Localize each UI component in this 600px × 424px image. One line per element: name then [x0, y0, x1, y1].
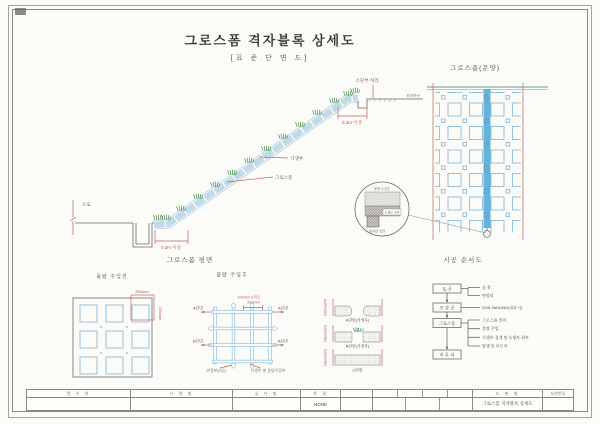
page-subtitle: [표 준 단 면 도]	[230, 55, 310, 62]
sequence-title: 시공 순서도	[443, 257, 483, 264]
road-edge-line	[70, 200, 76, 235]
work-header: 공 사 명	[233, 390, 300, 398]
flow-item-vegetation: 식생부 절개 및 녹생토 취부	[482, 334, 529, 340]
titleblock-blank	[341, 390, 373, 410]
vegetation-tufts	[154, 88, 361, 221]
titleblock-signatures	[373, 390, 473, 410]
signature-cells	[373, 398, 472, 410]
titleblock-project	[131, 390, 233, 410]
flow-item-install: 그로스폼 설치	[482, 317, 507, 323]
berm-dimension	[338, 107, 367, 119]
berm-note: 소단부 처리	[355, 78, 379, 83]
titleblock-work	[233, 390, 301, 410]
titleblock-client	[27, 390, 131, 410]
plan-after-title: 몰탈 주입후	[216, 272, 248, 279]
connector-note: 연결부(2곳)	[206, 369, 226, 373]
cell-dimension-box	[131, 295, 154, 320]
cell-dim-height: 250mm	[158, 307, 163, 321]
section-c-dim: 100mm±5%	[323, 349, 328, 366]
blank-value	[341, 398, 372, 410]
flow-item-mortar: 몰탈 주입	[482, 326, 499, 332]
plan-after-drawing	[188, 268, 298, 388]
plan-view-label: 그로스폼 평면	[166, 257, 214, 264]
flow-box-finish: 마 무 리	[439, 352, 455, 358]
flow-box-reinforce: 보 강 공	[439, 305, 455, 311]
corner-mark	[15, 8, 26, 15]
drawing-name-header: 도 면 명	[473, 390, 542, 398]
arrow-label-mr: B단면	[278, 339, 288, 344]
ditch	[133, 223, 152, 247]
flow-item-curing: 양생 및 마무리	[482, 343, 508, 349]
titleblock-drawing-no	[543, 390, 573, 410]
grossform-label: 그로스폼	[275, 175, 293, 180]
blank-header	[341, 390, 372, 398]
plan-before-title: 몰탈 주입전	[96, 274, 128, 280]
client-value	[27, 398, 130, 410]
plan-before-drawing	[68, 268, 178, 386]
scale-value: NONE	[313, 401, 327, 407]
arrow-label-tr: A단면	[278, 306, 288, 311]
block-grid-pattern	[435, 92, 521, 233]
flow-item-excavation: 굴 착	[482, 285, 491, 290]
toe-dimension	[155, 230, 188, 244]
project-value	[131, 398, 232, 410]
toe-dim-text: 0.3m 이상	[161, 245, 181, 250]
drawing-no-value	[543, 398, 573, 410]
section-b-dim: 100mm±5%	[323, 325, 328, 342]
berm-ground	[358, 99, 423, 108]
page-title: 그로스폼 격자블록 상세도	[184, 33, 356, 48]
flow-item-nailing: SOIL NAILING(필요시)	[482, 305, 523, 310]
flow-box-grossform: 그로스폼	[438, 320, 456, 326]
pattern-view-title: 그로스폼(문양)	[449, 65, 500, 72]
pattern-view-drawing	[425, 78, 555, 248]
berm-dim-text: 0.3m 이상	[342, 120, 362, 125]
block-dots	[100, 326, 128, 354]
block-outline	[73, 298, 152, 377]
section-views-drawing	[315, 290, 415, 388]
drawing-no-header: 도면번호	[543, 390, 573, 398]
drawing-name-value: 그로스폼 격자블록 상세도	[482, 401, 533, 406]
mortar-band	[484, 89, 491, 228]
project-header: 사 업 명	[131, 390, 232, 398]
vegetation-note: 식생부 및 몰탈주입부	[250, 369, 286, 373]
road-label: 도로	[82, 202, 91, 207]
titleblock-drawing-name	[473, 390, 543, 410]
section-a-label: A단면(식생부)	[345, 318, 370, 323]
titleblock-scale	[301, 390, 341, 410]
cell-dim-width: 250mm	[135, 289, 149, 294]
flow-item-surface: 면정리	[482, 293, 494, 298]
detail-circle	[355, 182, 409, 236]
section-b-label: B단면(식생부)	[345, 344, 370, 349]
slope-block-band	[154, 98, 358, 225]
detail-label-bottom: 원지반 정리	[368, 229, 386, 234]
ground-note: 원지반선	[406, 94, 420, 98]
vegetation-label: 식생부	[290, 156, 304, 161]
signature-header-cells	[373, 390, 472, 398]
arrow-label-ml: B단면	[193, 339, 203, 344]
arrow-label-tl: A단면	[193, 306, 203, 311]
sequence-flowchart	[428, 280, 558, 372]
lattice-dim1: 100mm 2개소	[237, 295, 261, 300]
client-header: 발 주 처	[27, 390, 130, 398]
scale-header: 축 척	[301, 390, 340, 398]
flow-box-earthwork: 토 공	[442, 286, 452, 292]
block-cells	[80, 305, 149, 374]
detail-label-top: 몰탈 주입부	[373, 187, 391, 191]
section-c-label: C단면	[352, 368, 363, 373]
section-a-dim: 100mm±5%	[323, 299, 328, 316]
detail-label-mid: 녹생토 취부	[384, 210, 400, 215]
lattice-dim2: 200mm	[247, 300, 260, 305]
title-block	[26, 389, 574, 411]
work-value	[233, 398, 300, 410]
